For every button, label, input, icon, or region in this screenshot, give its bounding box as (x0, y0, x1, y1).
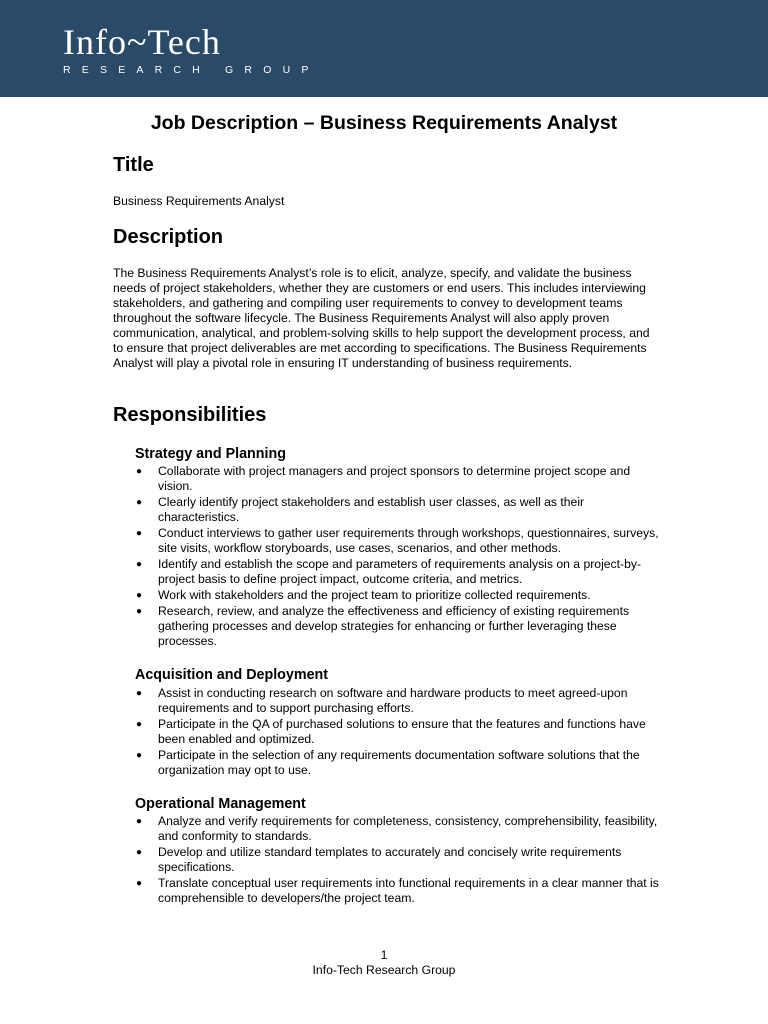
list-item-text: Clearly identify project stakeholders and establish user classes, as well as their characteristics. (158, 495, 585, 524)
company-logo-subtitle: RESEARCH GROUP (63, 64, 320, 76)
list-item-text: Conduct interviews to gather user requirements through workshops, questionnaires, surveys, site visits, workflow storyboards, use cases, scenarios, and other methods. (158, 526, 659, 555)
bullet-icon: ● (136, 559, 143, 570)
list-item-text: Participate in the selection of any requirements documentation software solutions that the organization may opt to use. (158, 748, 640, 777)
list-item-text: Assist in conducting research on software and hardware products to meet agreed-upon requirements and to support purchasing efforts. (158, 686, 628, 715)
list-item (135, 557, 660, 587)
operational-management-list (135, 814, 660, 907)
bullet-icon: ● (136, 878, 143, 889)
bullet-icon: ● (136, 750, 143, 761)
strategy-planning-list (135, 464, 660, 650)
list-item (135, 845, 660, 875)
list-item-text: Collaborate with project managers and project sponsors to determine project scope and vision. (158, 464, 631, 493)
header-banner (0, 0, 768, 97)
list-item-text: Identify and establish the scope and parameters of requirements analysis on a project-by-project basis to define project impact, outcome criteria, and metrics. (158, 557, 642, 586)
title-section-text: Business Requirements Analyst (113, 194, 285, 208)
document-title: Job Description – Business Requirements Analyst (150, 112, 618, 134)
list-item-text: Work with stakeholders and the project team to prioritize collected requirements. (158, 588, 591, 602)
bullet-icon: ● (136, 719, 143, 730)
company-logo: Info~Tech (63, 22, 221, 62)
bullet-icon: ● (136, 497, 143, 508)
acquisition-deployment-heading: Acquisition and Deployment (135, 667, 329, 683)
list-item (135, 464, 660, 494)
list-item-text: Research, review, and analyze the effectiveness and efficiency of existing requirements gathering processes and develop strategies for enhancing or further leveraging these processes. (158, 604, 630, 648)
list-item (135, 717, 660, 747)
list-item (135, 526, 660, 556)
list-item-text: Analyze and verify requirements for completeness, consistency, comprehensibility, feasibility, and conformity to standards. (158, 814, 658, 843)
list-item (135, 604, 660, 649)
title-section-heading: Title (113, 154, 154, 176)
bullet-icon: ● (136, 466, 143, 477)
operational-management-heading: Operational Management (135, 796, 306, 812)
footer-company: Info-Tech Research Group (312, 963, 456, 977)
list-item (135, 686, 660, 716)
bullet-icon: ● (136, 590, 143, 601)
list-item (135, 876, 660, 906)
list-item (135, 588, 660, 603)
page-number: 1 (380, 948, 388, 962)
description-section-text: The Business Requirements Analyst’s role is to elicit, analyze, specify, and validate the business needs of project stakeholders, whether they are customers or end users. This includes interviewing stakeholders, and gathering and compiling user requirements to convey to development teams throughout the software lifecycle. The Business Requirements Analyst will also apply proven communication, analytical, and problem-solving skills to help support the development process, and to ensure that project deliverables are met according to specifications. The Business Requirements Analyst will play a pivotal role in ensuring IT understanding of business requirements. (113, 266, 650, 370)
list-item (135, 748, 660, 778)
list-item-text: Develop and utilize standard templates to accurately and concisely write requirements specifications. (158, 845, 622, 874)
list-item-text: Translate conceptual user requirements into functional requirements in a clear manner that is comprehensible to developers/the project team. (158, 876, 659, 905)
bullet-icon: ● (136, 816, 143, 827)
list-item-text: Participate in the QA of purchased solutions to ensure that the features and functions have been enabled and optimized. (158, 717, 646, 746)
bullet-icon: ● (136, 847, 143, 858)
acquisition-deployment-list (135, 686, 660, 779)
list-item (135, 495, 660, 525)
description-section-heading: Description (113, 226, 224, 248)
bullet-icon: ● (136, 688, 143, 699)
list-item (135, 814, 660, 844)
strategy-planning-heading: Strategy and Planning (135, 446, 286, 462)
bullet-icon: ● (136, 606, 143, 617)
bullet-icon: ● (136, 528, 143, 539)
responsibilities-heading: Responsibilities (113, 404, 267, 426)
